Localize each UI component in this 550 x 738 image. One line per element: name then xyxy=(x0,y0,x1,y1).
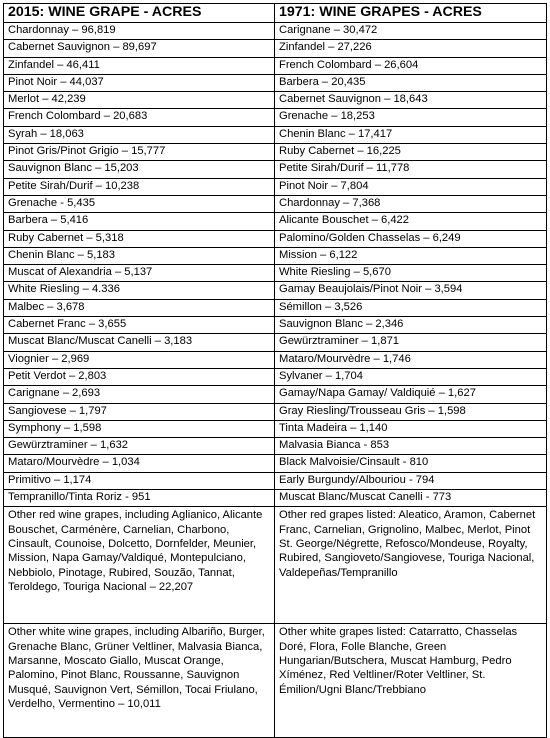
cell-1971: Early Burgundy/Albouriou - 794 xyxy=(275,472,547,489)
table-row xyxy=(4,455,547,472)
cell-2015: Muscat of Alexandria – 5,137 xyxy=(4,265,275,282)
table-row xyxy=(4,247,547,264)
cell-1971: Alicante Bouschet – 6,422 xyxy=(275,213,547,230)
cell-1971: Mission – 6,122 xyxy=(275,247,547,264)
header-2015: 2015: WINE GRAPE - ACRES xyxy=(4,4,275,23)
table-row xyxy=(4,23,547,40)
cell-2015: Muscat Blanc/Muscat Canelli – 3,183 xyxy=(4,334,275,351)
cell-1971: Muscat Blanc/Muscat Canelli - 773 xyxy=(275,490,547,507)
cell-2015: Symphony – 1,598 xyxy=(4,420,275,437)
cell-2015: Viognier – 2,969 xyxy=(4,351,275,368)
other-white-1971: Other white grapes listed: Catarratto, Chasselas Doré, Flora, Folle Blanche, Green Hungarian/Butschera, Muscat Hamburg, Pedro Xíménez, Red Veltliner/Roter Veltliner, St. Émilion/Ugni Blanc/Trebbiano xyxy=(275,624,547,738)
table-row xyxy=(4,282,547,299)
cell-1971: Barbera – 20,435 xyxy=(275,74,547,91)
cell-1971: Malvasia Bianca - 853 xyxy=(275,438,547,455)
cell-2015: Ruby Cabernet – 5,318 xyxy=(4,230,275,247)
cell-2015: Petite Sirah/Durif – 10,238 xyxy=(4,178,275,195)
table-row xyxy=(4,334,547,351)
cell-2015: Chardonnay – 96,819 xyxy=(4,23,275,40)
header-row xyxy=(4,4,547,23)
cell-1971: Chardonnay – 7,368 xyxy=(275,195,547,212)
table-row xyxy=(4,299,547,316)
cell-2015: Malbec – 3,678 xyxy=(4,299,275,316)
table-row xyxy=(4,144,547,161)
other-white-row xyxy=(4,624,547,738)
cell-2015: Mataro/Mourvèdre – 1,034 xyxy=(4,455,275,472)
cell-2015: Merlot – 42,239 xyxy=(4,92,275,109)
cell-2015: Pinot Gris/Pinot Grigio – 15,777 xyxy=(4,144,275,161)
other-red-1971: Other red grapes listed: Aleatico, Aramon, Cabernet Franc, Carnelian, Grignolino, Malbec, Merlot, Pinot St. George/Négrette, Refosco/Mondeuse, Royalty, Rubired, Sangioveto/Sangiovese, Touriga Nacional, Valdepeñas/Tempranillo xyxy=(275,507,547,624)
cell-1971: White Riesling – 5,670 xyxy=(275,265,547,282)
table-row xyxy=(4,109,547,126)
other-red-2015: Other red wine grapes, including Aglianico, Alicante Bouschet, Carménère, Carnelian, Charbono, Cinsault, Counoise, Dolcetto, Dornfelder, Meunier, Mission, Napa Gamay/Valdiqué, Montepulciano, Nebbiolo, Pinotage, Rubired, Souzão, Tannat, Teroldego, Touriga Nacional – 22,207 xyxy=(4,507,275,624)
table-row xyxy=(4,230,547,247)
cell-2015: Gewürztraminer – 1,632 xyxy=(4,438,275,455)
other-white-2015: Other white wine grapes, including Albariño, Burger, Grenache Blanc, Grüner Veltliner, Malvasia Bianca, Marsanne, Moscato Giallo, Muscat Orange, Palomino, Pinot Blanc, Roussanne, Sauvignon Musqué, Sauvignon Vert, Sémillon, Tocai Friulano, Verdelho, Vermentino – 10,011 xyxy=(4,624,275,738)
cell-1971: Ruby Cabernet – 16,225 xyxy=(275,144,547,161)
table-row xyxy=(4,74,547,91)
cell-1971: Zinfandel – 27,226 xyxy=(275,40,547,57)
cell-2015: Cabernet Sauvignon – 89,697 xyxy=(4,40,275,57)
table-row xyxy=(4,265,547,282)
table-row xyxy=(4,161,547,178)
table-row xyxy=(4,386,547,403)
table-row xyxy=(4,40,547,57)
table-row xyxy=(4,368,547,385)
cell-2015: White Riesling – 4.336 xyxy=(4,282,275,299)
cell-2015: Carignane – 2,693 xyxy=(4,386,275,403)
cell-2015: Pinot Noir – 44,037 xyxy=(4,74,275,91)
cell-1971: Gamay Beaujolais/Pinot Noir – 3,594 xyxy=(275,282,547,299)
table-row xyxy=(4,317,547,334)
cell-2015: Grenache - 5,435 xyxy=(4,195,275,212)
cell-2015: Zinfandel – 46,411 xyxy=(4,57,275,74)
cell-2015: Chenin Blanc – 5,183 xyxy=(4,247,275,264)
table-row xyxy=(4,178,547,195)
table-row xyxy=(4,92,547,109)
cell-1971: Palomino/Golden Chasselas – 6,249 xyxy=(275,230,547,247)
cell-1971: Sylvaner – 1,704 xyxy=(275,368,547,385)
cell-2015: Barbera – 5,416 xyxy=(4,213,275,230)
cell-1971: Carignane – 30,472 xyxy=(275,23,547,40)
cell-2015: Sauvignon Blanc – 15,203 xyxy=(4,161,275,178)
table-row xyxy=(4,351,547,368)
table-row xyxy=(4,420,547,437)
cell-1971: Gray Riesling/Trousseau Gris – 1,598 xyxy=(275,403,547,420)
cell-1971: Tinta Madeira – 1,140 xyxy=(275,420,547,437)
table-row xyxy=(4,490,547,507)
cell-2015: Tempranillo/Tinta Roriz - 951 xyxy=(4,490,275,507)
cell-2015: French Colombard – 20,683 xyxy=(4,109,275,126)
cell-2015: Primitivo – 1,174 xyxy=(4,472,275,489)
table-row xyxy=(4,126,547,143)
other-red-row xyxy=(4,507,547,624)
cell-2015: Petit Verdot – 2,803 xyxy=(4,368,275,385)
cell-2015: Cabernet Franc – 3,655 xyxy=(4,317,275,334)
cell-1971: Petite Sirah/Durif – 11,778 xyxy=(275,161,547,178)
table-row xyxy=(4,213,547,230)
table-row xyxy=(4,195,547,212)
cell-2015: Syrah – 18,063 xyxy=(4,126,275,143)
cell-1971: French Colombard – 26,604 xyxy=(275,57,547,74)
cell-1971: Grenache – 18,253 xyxy=(275,109,547,126)
cell-1971: Sauvignon Blanc – 2,346 xyxy=(275,317,547,334)
cell-1971: Cabernet Sauvignon – 18,643 xyxy=(275,92,547,109)
header-1971: 1971: WINE GRAPES - ACRES xyxy=(275,4,547,23)
cell-1971: Chenin Blanc – 17,417 xyxy=(275,126,547,143)
cell-1971: Mataro/Mourvèdre – 1,746 xyxy=(275,351,547,368)
cell-1971: Gewürztraminer – 1,871 xyxy=(275,334,547,351)
table-row xyxy=(4,472,547,489)
cell-2015: Sangiovese – 1,797 xyxy=(4,403,275,420)
wine-grape-acres-table xyxy=(3,3,547,738)
table-row xyxy=(4,403,547,420)
cell-1971: Sémillon – 3,526 xyxy=(275,299,547,316)
cell-1971: Black Malvoisie/Cinsault - 810 xyxy=(275,455,547,472)
table-row xyxy=(4,57,547,74)
cell-1971: Pinot Noir – 7,804 xyxy=(275,178,547,195)
cell-1971: Gamay/Napa Gamay/ Valdiquié – 1,627 xyxy=(275,386,547,403)
table-row xyxy=(4,438,547,455)
